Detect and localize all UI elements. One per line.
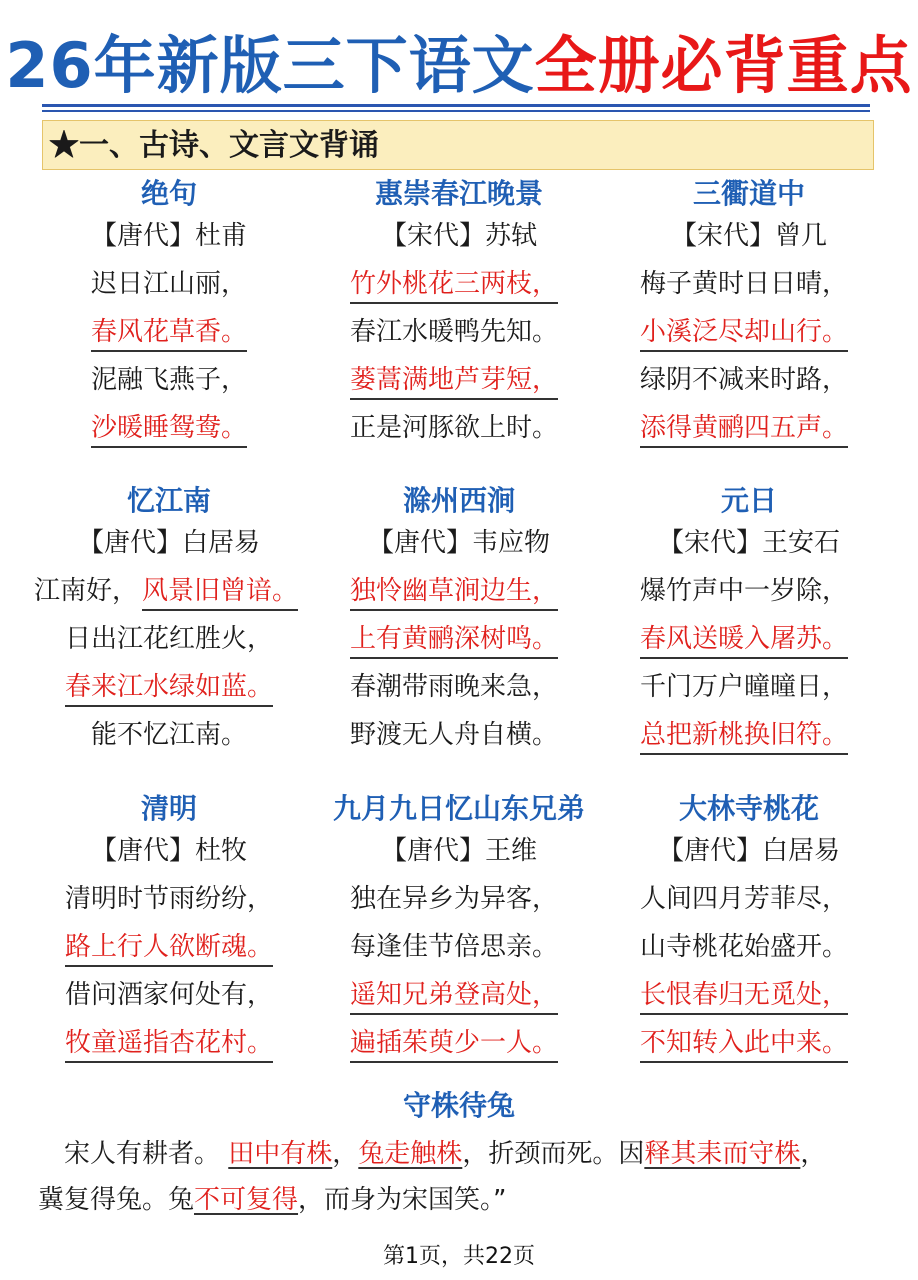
poem-line (24, 875, 314, 923)
underline (91, 350, 247, 352)
poem-block (24, 791, 314, 1067)
poem-line-text: 【唐代】白居易 (77, 528, 260, 558)
title-rule-top (42, 104, 870, 107)
underline (640, 350, 848, 352)
poem-line-text: 千门万户曈曈日， (640, 672, 849, 702)
title-rule-bottom (42, 110, 870, 112)
poem-line (314, 308, 604, 356)
poem-line-text: 【唐代】韦应物 (367, 528, 550, 558)
underline (65, 965, 273, 967)
poem-line (604, 711, 894, 759)
poem-line (24, 663, 314, 711)
underline (65, 1061, 273, 1063)
poem-line (24, 923, 314, 971)
poem-title: 绝句 (140, 177, 197, 210)
poem-line-text: 独怜幽草涧边生， (350, 576, 559, 606)
underline (640, 1061, 848, 1063)
poem-line-text: 【唐代】白居易 (657, 836, 840, 866)
poem-line-text: 【宋代】苏轼 (380, 221, 537, 251)
poem-line (604, 1019, 894, 1067)
poem-line (604, 260, 894, 308)
poem-line-text: 竹外桃花三两枝， (350, 269, 559, 299)
poem-line (314, 567, 604, 615)
poem-line (604, 923, 894, 971)
story-highlight: 田中有株 (228, 1139, 333, 1169)
poem-line-text: 人间四月芳菲尽， (640, 884, 849, 914)
poem-line-text: 山寺桃花始盛开。 (640, 932, 849, 962)
underline (350, 609, 558, 611)
story-text: ， (332, 1139, 359, 1169)
poem-line-text: 正是河豚欲上时。 (350, 413, 559, 443)
poem-line-text: 【唐代】杜牧 (90, 836, 247, 866)
poem-line-text: 泥融飞燕子， (90, 365, 247, 395)
poem-author (604, 212, 894, 260)
title-part1: 26年新版三下语文 (5, 29, 535, 102)
poem-line-text: 每逢佳节倍思亲。 (350, 932, 559, 962)
poem-author (604, 827, 894, 875)
poem-line-text: 路上行人欲断魂。 (64, 932, 273, 962)
poem-author (24, 212, 314, 260)
story-title: 守株待兔 (402, 1089, 515, 1122)
poem-line (24, 615, 314, 663)
story-highlight: 不可复得 (194, 1185, 299, 1215)
poem-block (314, 791, 604, 1067)
underline (350, 302, 558, 304)
poem-line-text: 遍插茱萸少一人。 (350, 1028, 559, 1058)
poem-line-text: 【宋代】王安石 (657, 528, 840, 558)
poem-line (24, 356, 314, 404)
poem-line-text: 遥知兄弟登高处， (350, 980, 559, 1010)
poem-line (24, 308, 314, 356)
poem-block (604, 791, 894, 1067)
poem-line-text: 春风送暖入屠苏。 (640, 624, 849, 654)
poem-line-text: 牧童遥指杏花村。 (64, 1028, 273, 1058)
poem-author (604, 519, 894, 567)
story-highlight: 兔走触株 (358, 1139, 463, 1169)
underline (640, 446, 848, 448)
poem-title: 清明 (140, 792, 197, 825)
underline (350, 1013, 558, 1015)
poem-line (24, 260, 314, 308)
poem-line-text: 春江水暖鸭先知。 (350, 317, 559, 347)
poem-line (604, 404, 894, 452)
poem-block (314, 176, 604, 452)
poem-line (24, 404, 314, 452)
poem-line-text: 借问酒家何处有， (64, 980, 273, 1010)
underline (640, 1013, 848, 1015)
poem-author (314, 827, 604, 875)
title-part2: 全册必背重点 (534, 29, 913, 102)
poem-line-text: 上有黄鹂深树鸣。 (350, 624, 559, 654)
story-line-1 (64, 1134, 826, 1174)
poem-author (24, 519, 314, 567)
underline (350, 657, 558, 659)
poem-title: 三衢道中 (692, 177, 805, 210)
poem-line-highlight: 风景旧曾谙。 (142, 576, 299, 606)
poem-line-text: 春来江水绿如蓝。 (64, 672, 273, 702)
poem-line (314, 711, 604, 759)
poem-line (314, 663, 604, 711)
poem-line-text: 江南好， (34, 576, 139, 606)
poem-author (314, 212, 604, 260)
story-text: ，折颈而死。因 (462, 1139, 645, 1169)
underline (350, 398, 558, 400)
page-title (0, 24, 918, 108)
poem-line-text: 迟日江山丽， (90, 269, 247, 299)
section-heading: ★一、古诗、文言文背诵 (42, 120, 874, 170)
poem-line-text: 蒌蒿满地芦芽短， (350, 365, 559, 395)
poem-title: 九月九日忆山东兄弟 (332, 792, 585, 825)
underline (640, 753, 848, 755)
poem-line-text: 绿阴不减来时路， (640, 365, 849, 395)
poem-line (24, 567, 314, 615)
poem-block (314, 483, 604, 759)
poem-title: 忆江南 (126, 484, 211, 517)
poem-line (604, 567, 894, 615)
poem-line (314, 404, 604, 452)
story-text: 宋人有耕者。 (64, 1139, 229, 1169)
poem-line-text: 不知转入此中来。 (640, 1028, 849, 1058)
poem-line (314, 615, 604, 663)
poem-line (314, 260, 604, 308)
poem-line (314, 971, 604, 1019)
poem-line (604, 308, 894, 356)
poem-line (604, 971, 894, 1019)
poem-author (314, 519, 604, 567)
poem-line (604, 356, 894, 404)
poem-line-text: 【宋代】曾几 (670, 221, 827, 251)
poem-title: 大林寺桃花 (678, 792, 819, 825)
story-text: ， (800, 1139, 827, 1169)
poem-line-text: 沙暖睡鸳鸯。 (90, 413, 247, 443)
poem-block (604, 176, 894, 452)
story-text: 冀复得兔。兔 (38, 1185, 195, 1215)
poem-line-text: 春潮带雨晚来急， (350, 672, 559, 702)
poem-title: 元日 (720, 484, 777, 517)
poem-line-text: 清明时节雨纷纷， (64, 884, 273, 914)
page-footer: 第1页，共22页 (383, 1244, 535, 1269)
underline (65, 705, 273, 707)
poem-title: 惠崇春江晚景 (374, 177, 543, 210)
poem-line-text: 添得黄鹂四五声。 (640, 413, 849, 443)
poem-line (24, 971, 314, 1019)
poem-line (314, 1019, 604, 1067)
poem-line-text: 小溪泛尽却山行。 (640, 317, 849, 347)
poem-line-text: 爆竹声中一岁除， (640, 576, 849, 606)
poem-line (314, 875, 604, 923)
story-line-2 (38, 1180, 507, 1220)
poem-block (24, 483, 314, 759)
poem-line-text: 总把新桃换旧符。 (640, 720, 849, 750)
poem-line-text: 【唐代】杜甫 (90, 221, 247, 251)
poem-block (24, 176, 314, 452)
poem-line (24, 1019, 314, 1067)
underline (91, 446, 247, 448)
poem-line (604, 875, 894, 923)
poem-line-text: 【唐代】王维 (380, 836, 537, 866)
poem-author (24, 827, 314, 875)
poem-line (314, 923, 604, 971)
underline (640, 657, 848, 659)
underline (142, 609, 298, 611)
poem-line-text: 能不忆江南。 (90, 720, 247, 750)
story-highlight: 释其耒而守株 (644, 1139, 801, 1169)
poem-line (24, 711, 314, 759)
poem-line-text: 野渡无人舟自横。 (350, 720, 559, 750)
poem-line-text: 长恨春归无觅处， (640, 980, 849, 1010)
poem-block (604, 483, 894, 759)
story-text: ，而身为宋国笑。” (298, 1185, 507, 1215)
poem-line-text: 梅子黄时日日晴， (640, 269, 849, 299)
poem-line-text: 春风花草香。 (90, 317, 247, 347)
poem-line-text: 独在异乡为异客， (350, 884, 559, 914)
poem-title: 滁州西涧 (402, 484, 515, 517)
poem-line (604, 615, 894, 663)
poem-line (604, 663, 894, 711)
poem-line-text: 日出江花红胜火， (64, 624, 273, 654)
underline (350, 1061, 558, 1063)
poem-line (314, 356, 604, 404)
